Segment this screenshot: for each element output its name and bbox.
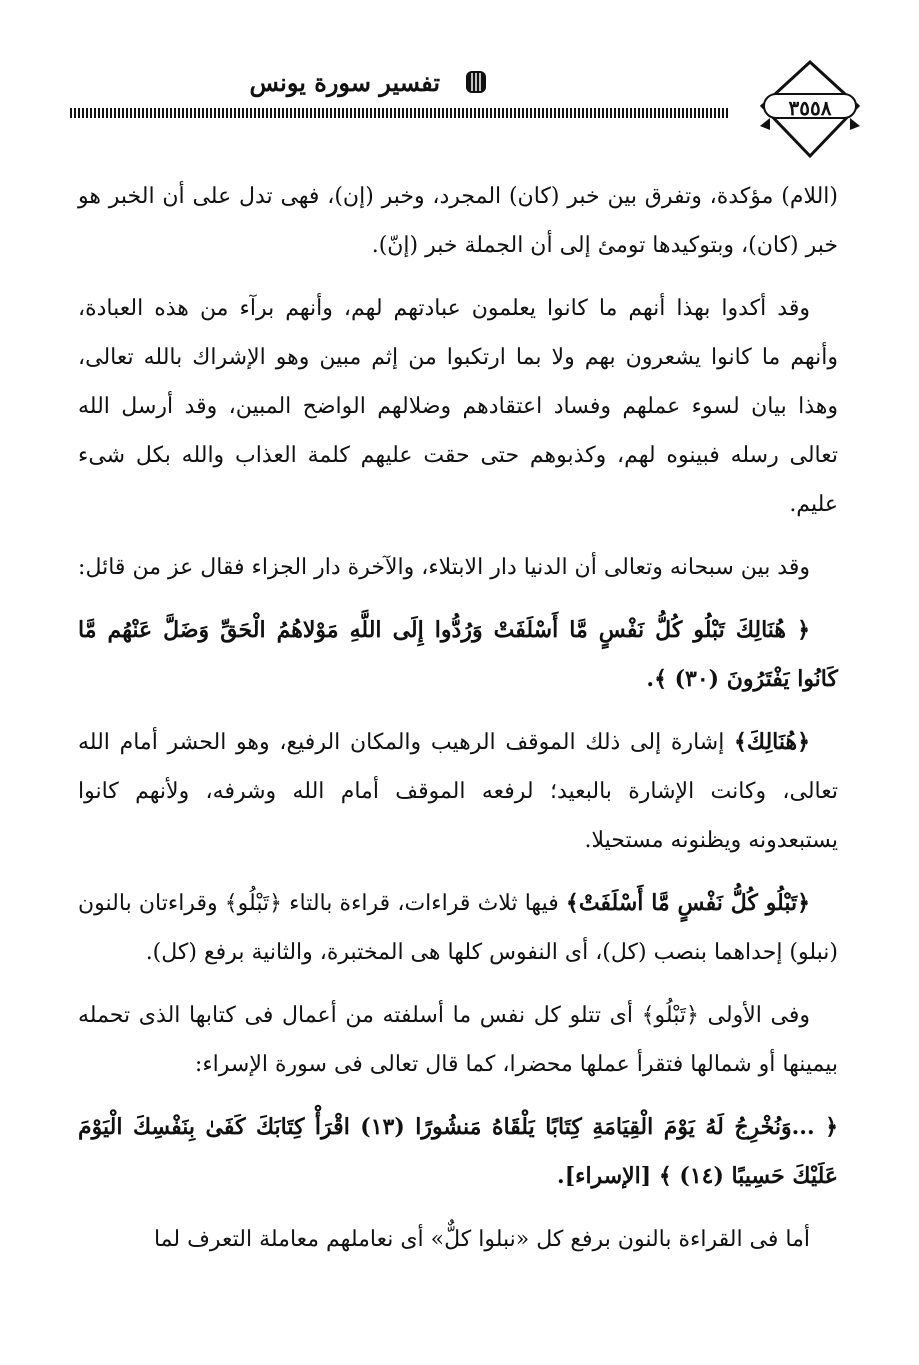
running-title: تفسير سورة يونس (249, 68, 440, 97)
ornament-icon (462, 68, 490, 96)
quoted-term: ﴿هُنَالِكَ﴾ (734, 729, 810, 755)
paragraph (78, 543, 838, 592)
quran-verse (78, 1103, 838, 1201)
paragraph-text: (اللام) مؤكدة، وتفرق بين خبر (كان) المجرد، وخبر (إن)، فهى تدل على أن الخبر هو خبر (كان)، وبتوكيدها تومئ إلى أن الجملة خبر (إنّ). (78, 184, 838, 258)
paragraph (78, 991, 838, 1089)
paragraph (78, 284, 838, 529)
page-number: ٣٥٥٨ (788, 96, 832, 120)
paragraph-text: فيها ثلاث قراءات، قراءة بالتاء ﴿تَبْلُو﴾ وقراءتان بالنون (نبلو) إحداهما بنصب (كل)، أى النفوس كلها هى المختبرة، والثانية برفع (كل). (78, 891, 838, 965)
paragraph-text: أما فى القراءة بالنون برفع كل «نبلوا كلٌّ» أى نعاملهم معاملة التعرف لما (153, 1227, 810, 1252)
paragraph-text: إشارة إلى ذلك الموقف الرهيب والمكان الرفيع، وهو الحشر أمام الله تعالى، وكانت الإشارة بالبعيد؛ لرفعه الموقف أمام الله وشرفه، ولأنهم كانوا يستبعدونه ويظنونه مستحيلا. (78, 730, 838, 853)
paragraph-text: وقد بين سبحانه وتعالى أن الدنيا دار الابتلاء، والآخرة دار الجزاء فقال عز من قائل: (78, 555, 810, 580)
paragraph (78, 718, 838, 865)
header-rule (70, 108, 730, 118)
paragraph-text: وقد أكدوا بهذا أنهم ما كانوا يعلمون عبادتهم لهم، وأنهم برآء من هذه العبادة، وأنهم ما كانوا يشعرون بهم ولا بما ارتكبوا من إثم مبين وهو الإشراك بالله تعالى، وهذا بيان لسوء عملهم وفساد اعتقادهم وضلالهم الواضح المبين، وقد أرسل الله تعالى رسله فبينوه لهم، وكذبوهم حتى حقت عليهم كلمة العذاب والله بكل شىء عليم. (78, 296, 838, 517)
paragraph (78, 1215, 838, 1264)
verse-text: ﴿ هُنَالِكَ تَبْلُو كُلُّ نَفْسٍ مَّا أَسْلَفَتْ وَرُدُّوا إِلَى اللَّهِ مَوْلاهُمُ الْحَقِّ وَضَلَّ عَنْهُم مَّا كَانُوا يَفْتَرُونَ (٣٠) ﴾. (78, 617, 838, 692)
quoted-term: ﴿تَبْلُو كُلُّ نَفْسٍ مَّا أَسْلَفَتْ﴾ (565, 890, 810, 916)
page-number-badge (750, 60, 870, 160)
quran-verse (78, 606, 838, 704)
page-body (78, 172, 838, 1278)
paragraph (78, 879, 838, 977)
page-header (70, 60, 870, 170)
paragraph (78, 172, 838, 270)
paragraph-text: وفى الأولى ﴿تَبْلُو﴾ أى تتلو كل نفس ما أسلفته من أعمال فى كتابها الذى تحمله بيمينها أو شمالها فتقرأ عملها محضرا، كما قال تعالى فى سورة الإسراء: (78, 1003, 838, 1077)
verse-text: ﴿ ...وَنُخْرِجُ لَهُ يَوْمَ الْقِيَامَةِ كِتَابًا يَلْقَاهُ مَنشُورًا (١٣) اقْرَأْ كِتَابَكَ كَفَىٰ بِنَفْسِكَ الْيَوْمَ عَلَيْكَ حَسِيبًا (١٤) ﴾ [الإسراء]. (78, 1114, 838, 1189)
